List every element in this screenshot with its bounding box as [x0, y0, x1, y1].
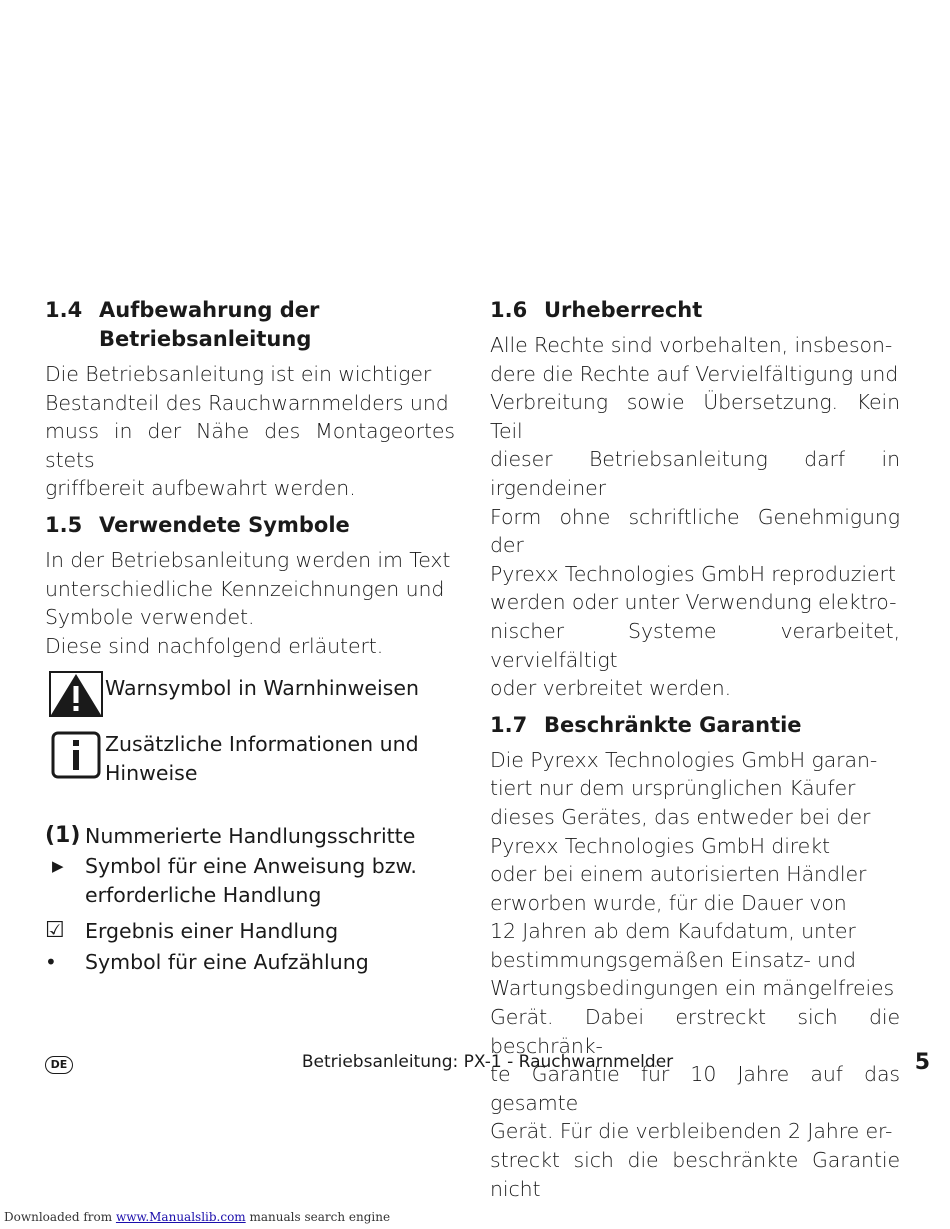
list-item-line: erforderliche Handlung	[85, 882, 322, 907]
section-title: Urheberrecht	[544, 298, 703, 322]
info-symbol-label	[105, 730, 455, 787]
body-line: streckt sich die beschränkte Garantie nicht	[490, 1148, 900, 1201]
triangle-right-icon: ▶	[52, 857, 64, 876]
left-column	[45, 296, 455, 979]
body-line: Die Pyrexx Technologies GmbH garan-	[490, 747, 878, 772]
body-line: te Garantie für 10 Jahre auf das gesamte	[490, 1062, 900, 1115]
language-badge: DE	[45, 1056, 73, 1074]
body-line: In der Betriebsanleitung werden im Text	[45, 547, 451, 572]
section-1-6-body	[490, 331, 900, 703]
section-title	[99, 296, 455, 354]
body-line: Diese sind nachfolgend erläutert.	[45, 633, 384, 658]
download-note-suffix: manuals search engine	[245, 1210, 391, 1224]
list-item-text	[85, 852, 455, 909]
footer-title: Betriebsanleitung: PX-1 - Rauchwarnmelder	[301, 1052, 674, 1072]
section-1-4-body	[45, 360, 455, 503]
list-item-line: Ergebnis einer Handlung	[85, 919, 339, 944]
section-1-5-heading	[45, 511, 455, 540]
section-1-7-heading	[490, 711, 900, 740]
body-line: erworben wurde, für die Dauer von	[490, 890, 847, 915]
section-number: 1.4	[45, 298, 83, 322]
list-item	[45, 852, 455, 909]
section-1-6-heading	[490, 296, 900, 325]
body-line: Pyrexx Technologies GmbH reproduziert	[490, 561, 896, 586]
body-line: Gerät. Dabei erstreckt sich die beschränk-	[490, 1005, 900, 1058]
body-line: dieser Betriebsanleitung darf in irgendeiner	[490, 447, 900, 500]
list-item-line: Symbol für eine Aufzählung	[85, 949, 369, 974]
info-symbol-row	[45, 730, 455, 787]
section-title: Verwendete Symbole	[99, 512, 350, 537]
body-line: griffbereit aufbewahrt werden.	[45, 476, 356, 501]
body-line: Verbreitung sowie Übersetzung. Kein Teil	[490, 390, 900, 443]
section-title: Beschränkte Garantie	[544, 712, 802, 737]
body-line: Bestandteil des Rauchwarnmelders und	[45, 390, 449, 415]
body-line: Symbole verwendet.	[45, 605, 255, 630]
body-line: oder bei einem autorisierten Händler	[490, 862, 867, 887]
section-1-4-heading	[45, 296, 455, 354]
body-line: Die Betriebsanleitung ist ein wichtiger	[45, 362, 432, 386]
body-line: 12 Jahren ab dem Kaufdatum, unter	[490, 919, 856, 944]
section-number: 1.5	[45, 512, 83, 537]
body-line: Form ohne schriftliche Genehmigung der	[490, 504, 900, 558]
section-title-line: Aufbewahrung der	[99, 298, 320, 322]
download-note	[4, 1210, 390, 1224]
warning-triangle-icon	[47, 670, 105, 720]
list-item-text	[85, 917, 455, 946]
body-line: dere die Rechte auf Vervielfältigung und	[490, 361, 899, 386]
list-item	[45, 948, 455, 977]
body-line: Pyrexx Technologies GmbH direkt	[490, 833, 830, 858]
body-line: tiert nur dem ursprünglichen Käufer	[490, 776, 856, 801]
list-item	[45, 917, 455, 946]
section-1-7-body	[490, 746, 900, 1204]
section-number: 1.6	[490, 298, 528, 322]
bullet-icon: •	[45, 949, 57, 974]
checkbox-checked-icon: ☑	[45, 918, 65, 944]
warning-symbol-label: Warnsymbol in Warnhinweisen	[105, 676, 419, 701]
list-item	[45, 822, 455, 851]
section-number: 1.7	[490, 712, 528, 737]
page-number: 5	[914, 1050, 930, 1075]
section-title-line: Betriebsanleitung	[99, 327, 312, 351]
download-note-prefix: Downloaded from	[4, 1210, 116, 1224]
list-item-line: Nummerierte Handlungsschritte	[85, 823, 416, 848]
info-icon	[47, 730, 105, 780]
body-line: nischer Systeme verarbeitet, vervielfältigt	[490, 618, 900, 672]
info-label-line: Hinweise	[105, 760, 198, 785]
body-line: dieses Gerätes, das entweder bei der	[490, 804, 871, 829]
body-line: bestimmungsgemäßen Einsatz- und	[490, 947, 856, 972]
body-line: unterschiedliche Kennzeichnungen und	[45, 576, 445, 601]
list-item-line: Symbol für eine Anweisung bzw.	[85, 854, 417, 879]
list-item-text	[85, 822, 455, 851]
body-line: Wartungsbedingungen ein mängelfreies	[490, 976, 895, 1001]
warning-symbol-row	[45, 670, 455, 720]
body-line: Gerät. Für die verbleibenden 2 Jahre er-	[490, 1119, 893, 1144]
body-line: Alle Rechte sind vorbehalten, insbeson-	[490, 333, 893, 357]
symbol-legend-list	[45, 822, 455, 977]
body-line: oder verbreitet werden.	[490, 676, 732, 701]
body-line: muss in der Nähe des Montageortes stets	[45, 419, 455, 472]
body-line: werden oder unter Verwendung elektro-	[490, 590, 897, 615]
list-item-text	[85, 948, 455, 977]
section-1-5-body	[45, 546, 455, 660]
numbered-step-marker: (1)	[45, 822, 81, 848]
manualslib-link[interactable]: www.Manualslib.com	[115, 1210, 246, 1224]
page-footer	[45, 1050, 930, 1080]
info-label-line: Zusätzliche Informationen und	[105, 732, 419, 757]
